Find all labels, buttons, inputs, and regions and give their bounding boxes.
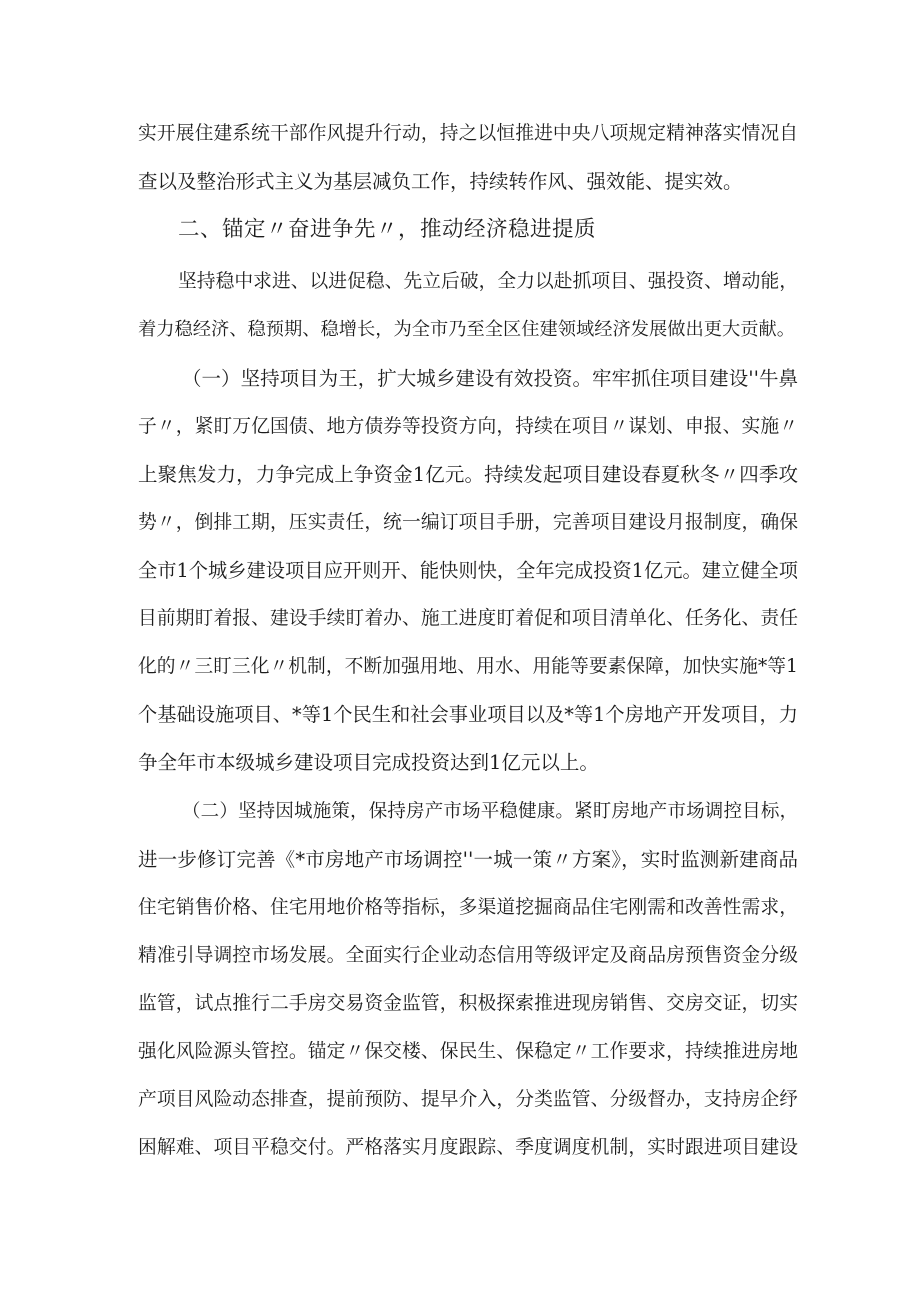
body-text-line: 住宅销售价格、住宅用地价格等指标，多渠道挖掘商品住宅刚需和改善性需求， bbox=[138, 897, 798, 918]
subsection-lead-line: （一）坚持项目为王，扩大城乡建设有效投资。牢牢抓住项目建设''牛鼻 bbox=[182, 367, 798, 390]
body-text-line: 产项目风险动态排查，提前预防、提早介入，分类监管、分级督办，支持房企纾 bbox=[138, 1089, 798, 1110]
body-text-line: 着力稳经济、稳预期、稳增长，为全市乃至全区住建领域经济发展做出更大贡献。 bbox=[138, 319, 795, 340]
body-text-line: 查以及整治形式主义为基层减负工作，持续转作风、强效能、提实效。 bbox=[138, 170, 743, 193]
body-text-line: 监管，试点推行二手房交易资金监管，积极探索推进现房销售、交房交证，切实 bbox=[138, 993, 798, 1014]
body-text-line: 目前期盯着报、建设手续盯着办、施工进度盯着促和项目清单化、任务化、责任 bbox=[138, 608, 798, 629]
body-text-line: 个基础设施项目、*等1个民生和社会事业项目以及*等1个房地产开发项目，力 bbox=[138, 703, 798, 726]
body-text-line: 坚持稳中求进、以进促稳、先立后破，全力以赴抓项目、强投资、增动能， bbox=[178, 271, 798, 292]
section-heading: 二、锚定〃奋进争先〃，推动经济稳进提质 bbox=[178, 217, 597, 242]
body-text-line: 上聚焦发力，力争完成上争资金1亿元。持续发起项目建设春夏秋冬〃四季攻 bbox=[138, 463, 798, 486]
body-text-line: 强化风险源头管控。锚定〃保交楼、保民生、保稳定〃工作要求，持续推进房地 bbox=[138, 1041, 798, 1062]
subsection-lead-line: （二）坚持因城施策，保持房产市场平稳健康。紧盯房地产市场调控目标， bbox=[182, 801, 798, 822]
body-text-line: 争全年市本级城乡建设项目完成投资达到1亿元以上。 bbox=[138, 751, 599, 774]
body-text-line: 化的〃三盯三化〃机制，不断加强用地、用水、用能等要素保障，加快实施*等1 bbox=[138, 656, 798, 677]
body-text-line: 进一步修订完善《*市房地产市场调控''一城一策〃方案》，实时监测新建商品 bbox=[138, 848, 798, 871]
body-text-line: 势〃，倒排工期，压实责任，统一编订项目手册，完善项目建设月报制度，确保 bbox=[138, 512, 798, 533]
body-text-line: 实开展住建系统干部作风提升行动，持之以恒推进中央八项规定精神落实情况自 bbox=[138, 123, 798, 144]
body-text-line: 全市1个城乡建设项目应开则开、能快则快，全年完成投资1亿元。建立健全项 bbox=[138, 559, 798, 582]
body-text-line: 精准引导调控市场发展。全面实行企业动态信用等级评定及商品房预售资金分级 bbox=[138, 945, 798, 966]
body-text-line: 子〃，紧盯万亿国债、地方债券等投资方向，持续在项目〃谋划、申报、实施〃 bbox=[138, 416, 798, 437]
body-text-line: 困解难、项目平稳交付。严格落实月度跟踪、季度调度机制，实时跟进项目建设 bbox=[138, 1137, 798, 1158]
